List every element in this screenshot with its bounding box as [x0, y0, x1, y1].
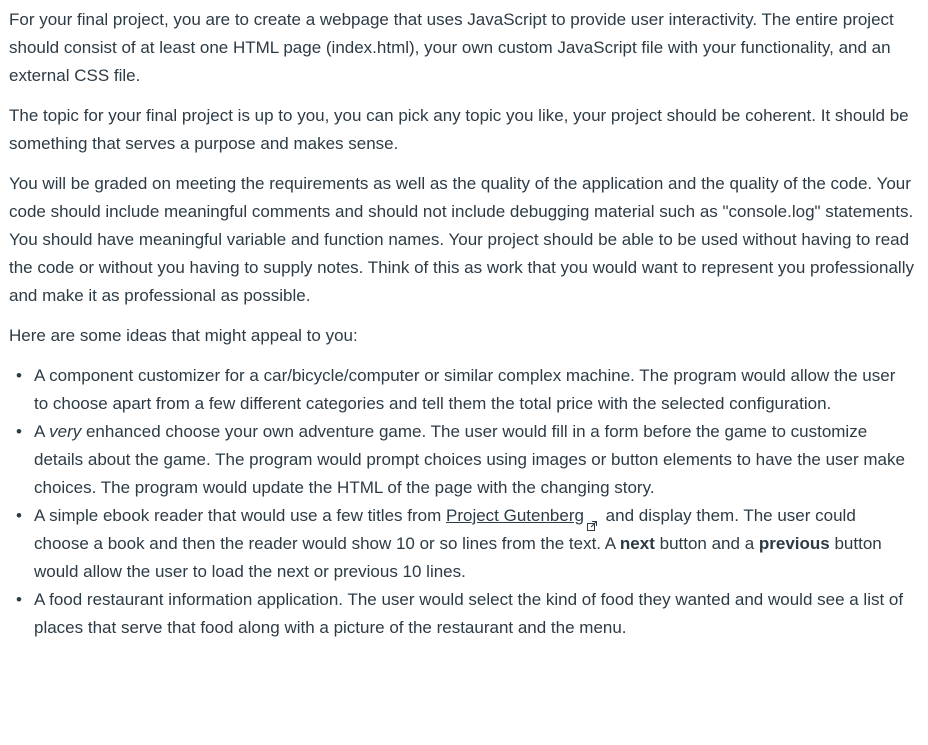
- idea-food-restaurant: A food restaurant information application. The user would select the kind of food they wanted and would see a list of places that serve that food along with a picture of the restaurant and the menu.: [34, 590, 904, 637]
- assignment-content: [9, 6, 914, 642]
- intro-paragraph: For your final project, you are to create a webpage that uses JavaScript to provide user interactivity. The entire project should consist of at least one HTML page (index.html), your own custom JavaScript file with your functionality, and an external CSS file.: [9, 10, 894, 85]
- idea-ebook-mid2: button and a: [654, 534, 759, 553]
- project-gutenberg-link[interactable]: Project Gutenberg: [445, 506, 584, 525]
- idea-adventure-emphasis: very: [49, 422, 82, 441]
- external-link-icon[interactable]: [587, 512, 597, 522]
- list-item: [34, 418, 914, 502]
- idea-adventure-prefix: A: [34, 422, 50, 441]
- previous-keyword: previous: [758, 534, 830, 553]
- grading-paragraph: You will be graded on meeting the requirements as well as the quality of the application and the quality of the code. Your code should include meaningful comments and should not include debugging material such as "console.log" statements. You should have meaningful variable and function names. Your project should be able to be used without having to read the code or without you having to supply notes. Think of this as work that you would want to represent you professionally and make it as professional as possible.: [9, 174, 914, 305]
- idea-component-customizer: A component customizer for a car/bicycle/computer or similar complex machine. The program would allow the user to choose apart from a few different categories and tell them the total price with the selected configuration.: [34, 366, 896, 413]
- idea-ebook-prefix: A simple ebook reader that would use a few titles from: [34, 506, 446, 525]
- ideas-list: [9, 362, 914, 642]
- list-item: [34, 586, 914, 642]
- list-item: [34, 362, 914, 418]
- idea-adventure-rest: enhanced choose your own adventure game. The user would fill in a form before the game to customize details about the game. The program would prompt choices using images or button elements to have the user make choices. The program would update the HTML of the page with the changing story.: [34, 422, 905, 497]
- idea-ebook-rest: button would allow the user to load the next or previous 10 lines.: [34, 534, 882, 581]
- ideas-intro: Here are some ideas that might appeal to you:: [9, 326, 358, 345]
- idea-ebook-mid: and display them. The user could choose a book and then the reader would show 10 or so lines from the text. A: [34, 506, 856, 553]
- list-item: [34, 502, 914, 586]
- next-keyword: next: [619, 534, 655, 553]
- topic-paragraph: The topic for your final project is up to you, you can pick any topic you like, your project should be coherent. It should be something that serves a purpose and makes sense.: [9, 106, 909, 153]
